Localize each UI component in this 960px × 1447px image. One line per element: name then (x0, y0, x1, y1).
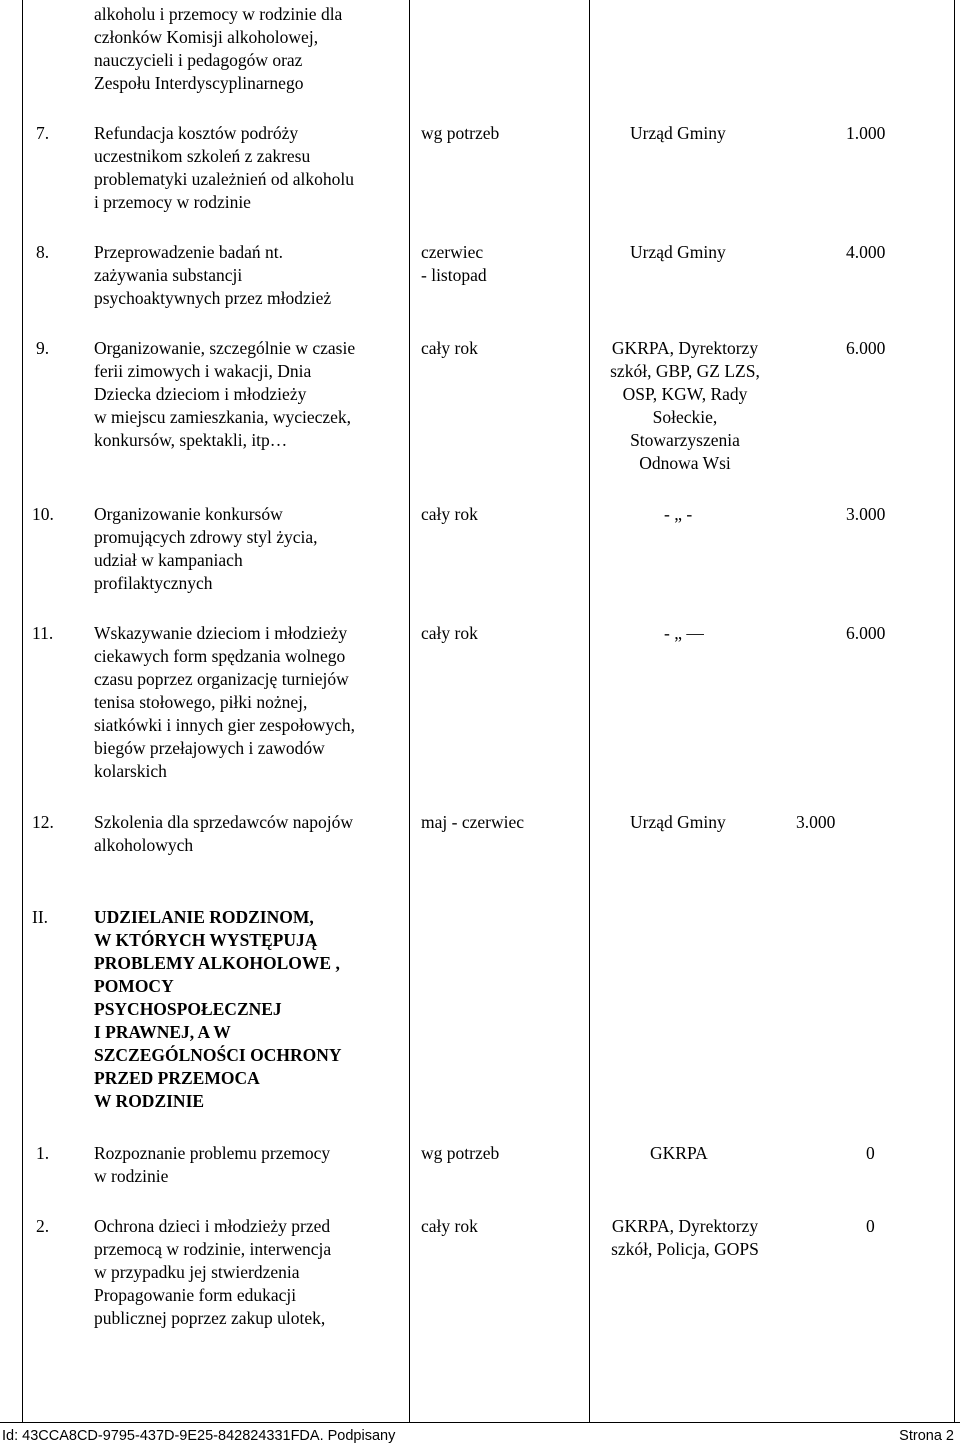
row-description: alkoholowych (94, 835, 194, 855)
row-responsible: GKRPA, Dyrektorzy (611, 1216, 759, 1236)
row-description: ferii zimowych i wakacji, Dnia (94, 361, 312, 381)
row-term: wg potrzeb (421, 1143, 500, 1163)
row-responsible: Urząd Gminy (630, 812, 726, 832)
section-title: UDZIELANIE RODZINOM, (94, 907, 314, 927)
section-title: W KTÓRYCH WYSTĘPUJĄ (94, 930, 318, 950)
row-responsible: - „ — (664, 623, 704, 643)
section-title: SZCZEGÓLNOŚCI OCHRONY (94, 1045, 342, 1065)
row-responsible: GKRPA, Dyrektorzy (611, 338, 759, 358)
row-responsible: szkół, Policja, GOPS (611, 1239, 759, 1259)
row-amount: 3.000 (796, 812, 836, 832)
row-description: Szkolenia dla sprzedawców napojów (94, 812, 354, 832)
row-description: publicznej poprzez zakup ulotek, (94, 1308, 326, 1328)
table-border-left (22, 0, 23, 1422)
intro-line: członków Komisji alkoholowej, (94, 27, 319, 47)
row-number: 8. (36, 242, 50, 262)
document-id-footer: Id: 43CCA8CD-9795-437D-9E25-842824331FDA. Podpisany (2, 1428, 396, 1444)
row-description: Ochrona dzieci i młodzieży przed (94, 1216, 331, 1236)
row-term: - listopad (421, 265, 487, 285)
row-term: maj - czerwiec (421, 812, 524, 832)
row-number: 7. (36, 123, 50, 143)
row-number: 12. (32, 812, 54, 832)
section-title: PROBLEMY ALKOHOLOWE , (94, 953, 340, 973)
row-description: zażywania substancji (94, 265, 243, 285)
row-responsible: szkół, GBP, GZ LZS, (610, 361, 760, 381)
row-description: Rozpoznanie problemu przemocy (94, 1143, 331, 1163)
row-amount: 4.000 (846, 242, 886, 262)
row-number: 10. (32, 504, 54, 524)
row-description: promujących zdrowy styl życia, (94, 527, 318, 547)
row-description: uczestnikom szkoleń z zakresu (94, 146, 311, 166)
row-description: i przemocy w rodzinie (94, 192, 251, 212)
row-amount: 3.000 (846, 504, 886, 524)
table-border-right (954, 0, 955, 1422)
row-description: Przeprowadzenie badań nt. (94, 242, 284, 262)
intro-line: Zespołu Interdyscyplinarnego (94, 73, 304, 93)
row-responsible: GKRPA (650, 1143, 708, 1163)
row-responsible: Odnowa Wsi (639, 453, 731, 473)
section-title: I PRAWNEJ, A W (94, 1022, 231, 1042)
table-divider-2 (589, 0, 590, 1422)
intro-line: alkoholu i przemocy w rodzinie dla (94, 4, 343, 24)
row-responsible: - „ - (664, 504, 693, 524)
row-number: 9. (36, 338, 50, 358)
table-divider-1 (409, 0, 410, 1422)
row-description: przemocą w rodzinie, interwencja (94, 1239, 332, 1259)
row-number: 2. (36, 1216, 50, 1236)
section-title: W RODZINIE (94, 1091, 205, 1111)
row-term: wg potrzeb (421, 123, 500, 143)
row-amount: 6.000 (846, 338, 886, 358)
row-description: siatkówki i innych gier zespołowych, (94, 715, 355, 735)
row-description: tenisa stołowego, piłki nożnej, (94, 692, 308, 712)
row-description: Propagowanie form edukacji (94, 1285, 297, 1305)
row-description: kolarskich (94, 761, 167, 781)
row-term: cały rok (421, 338, 478, 358)
section-title: PSYCHOSPOŁECZNEJ (94, 999, 282, 1019)
row-responsible: OSP, KGW, Rady (622, 384, 748, 404)
row-number: 11. (32, 623, 54, 643)
row-responsible: Stowarzyszenia (630, 430, 740, 450)
row-description: czasu poprzez organizację turniejów (94, 669, 349, 689)
section-title: PRZED PRZEMOCA (94, 1068, 260, 1088)
footer-separator (0, 1422, 960, 1423)
row-description: ciekawych form spędzania wolnego (94, 646, 346, 666)
row-description: Dziecka dzieciom i młodzieży (94, 384, 307, 404)
section-title: POMOCY (94, 976, 174, 996)
row-description: konkursów, spektakli, itp… (94, 430, 288, 450)
row-description: problematyki uzależnień od alkoholu (94, 169, 354, 189)
row-term: cały rok (421, 504, 478, 524)
row-responsible: Urząd Gminy (630, 123, 726, 143)
row-term: czerwiec (421, 242, 484, 262)
row-description: w rodzinie (94, 1166, 169, 1186)
row-description: Organizowanie, szczególnie w czasie (94, 338, 356, 358)
row-description: Organizowanie konkursów (94, 504, 283, 524)
row-responsible: Urząd Gminy (630, 242, 726, 262)
row-number: 1. (36, 1143, 50, 1163)
row-responsible: Sołeckie, (652, 407, 718, 427)
row-description: Wskazywanie dzieciom i młodzieży (94, 623, 348, 643)
row-term: cały rok (421, 1216, 478, 1236)
row-description: udział w kampaniach (94, 550, 243, 570)
row-amount: 1.000 (846, 123, 886, 143)
section-number: II. (32, 907, 49, 927)
row-amount: 6.000 (846, 623, 886, 643)
row-amount: 0 (866, 1216, 875, 1236)
row-term: cały rok (421, 623, 478, 643)
row-amount: 0 (866, 1143, 875, 1163)
page-number: Strona 2 (899, 1428, 954, 1444)
row-description: w przypadku jej stwierdzenia (94, 1262, 300, 1282)
row-description: psychoaktywnych przez młodzież (94, 288, 332, 308)
row-description: w miejscu zamieszkania, wycieczek, (94, 407, 352, 427)
row-description: biegów przełajowych i zawodów (94, 738, 325, 758)
row-description: profilaktycznych (94, 573, 213, 593)
row-description: Refundacja kosztów podróży (94, 123, 299, 143)
intro-line: nauczycieli i pedagogów oraz (94, 50, 303, 70)
